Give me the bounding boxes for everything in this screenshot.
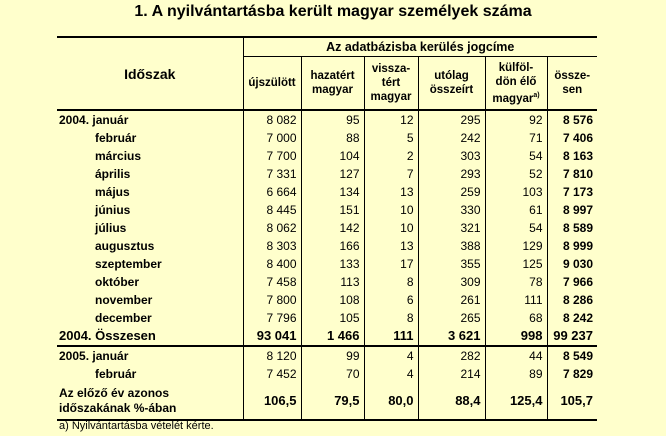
table-cell: 88 <box>301 129 364 147</box>
table-cell: 309 <box>418 273 485 291</box>
table-cell: 127 <box>301 165 364 183</box>
table-cell: 7 406 <box>547 129 597 147</box>
table-cell: 321 <box>418 219 485 237</box>
table-cell: 8 <box>364 273 418 291</box>
table-row <box>57 219 597 237</box>
table-cell: 99 237 <box>547 327 597 346</box>
table-cell: 2 <box>364 147 418 165</box>
table-row <box>57 165 597 183</box>
table-cell: 166 <box>301 237 364 255</box>
row-label: május <box>95 185 130 199</box>
row-label: augusztus <box>95 239 155 253</box>
pct-label: Az előző év azonos időszakának %-ában <box>57 383 243 420</box>
table-row <box>57 129 597 147</box>
row-label: február <box>95 131 137 145</box>
table-cell: 134 <box>301 183 364 201</box>
table-cell: 92 <box>485 110 547 129</box>
table-cell: 8 400 <box>243 255 301 273</box>
row-label: március <box>95 149 142 163</box>
table-cell: 7 810 <box>547 165 597 183</box>
col-header-kulfoldon: külföl- dön élő magyar$^{a)}$ <box>485 57 547 111</box>
table-cell: 8 589 <box>547 219 597 237</box>
table-cell: 8 549 <box>547 346 597 365</box>
table-cell: 261 <box>418 291 485 309</box>
table-cell: 111 <box>485 291 547 309</box>
table-cell: 89 <box>485 365 547 383</box>
table-cell: 259 <box>418 183 485 201</box>
table-cell: 8 163 <box>547 147 597 165</box>
table-cell: 6 664 <box>243 183 301 201</box>
table-cell: 7 <box>364 165 418 183</box>
table-cell: 1 466 <box>301 327 364 346</box>
table-cell: 214 <box>418 365 485 383</box>
table-row <box>57 183 597 201</box>
table-cell: 8 082 <box>243 110 301 129</box>
basis-header: Az adatbázisba kerülés jogcíme <box>243 37 597 57</box>
table-row <box>57 201 597 219</box>
row-label: november <box>95 293 153 307</box>
table-row <box>57 309 597 327</box>
table-cell: 7 800 <box>243 291 301 309</box>
table-row <box>57 273 597 291</box>
table-row <box>57 327 597 346</box>
table-cell: 330 <box>418 201 485 219</box>
table-cell: 388 <box>418 237 485 255</box>
table-cell: 7 452 <box>243 365 301 383</box>
row-label: 2004. Összesen <box>59 328 156 343</box>
table-cell: 8 445 <box>243 201 301 219</box>
table-cell: 7 000 <box>243 129 301 147</box>
table-cell: 282 <box>418 346 485 365</box>
table-cell: 13 <box>364 237 418 255</box>
row-label: 2005. január <box>57 346 243 365</box>
table-cell: 99 <box>301 346 364 365</box>
table-cell: 151 <box>301 201 364 219</box>
table-row <box>57 365 597 383</box>
table-cell: 13 <box>364 183 418 201</box>
table-cell: 12 <box>364 110 418 129</box>
table-cell: 10 <box>364 219 418 237</box>
table-cell: 8 <box>364 309 418 327</box>
table-cell: 108 <box>301 291 364 309</box>
table-cell: 8 997 <box>547 201 597 219</box>
pct-cell: 88,4 <box>418 383 485 420</box>
pct-cell: 80,0 <box>364 383 418 420</box>
table-cell: 295 <box>418 110 485 129</box>
table-cell: 93 041 <box>243 327 301 346</box>
col-header-hazatert: hazatért magyar <box>301 57 364 111</box>
table-cell: 103 <box>485 183 547 201</box>
table-cell: 8 286 <box>547 291 597 309</box>
table-cell: 7 829 <box>547 365 597 383</box>
row-label: április <box>95 167 131 181</box>
row-label: 2004. január <box>59 113 129 127</box>
table-cell: 7 173 <box>547 183 597 201</box>
table-cell: 133 <box>301 255 364 273</box>
pct-cell: 106,5 <box>243 383 301 420</box>
table-cell: 71 <box>485 129 547 147</box>
table-row <box>57 110 597 129</box>
table-cell: 355 <box>418 255 485 273</box>
table-cell: 61 <box>485 201 547 219</box>
table-cell: 8 062 <box>243 219 301 237</box>
table-cell: 8 120 <box>243 346 301 365</box>
table-cell: 7 966 <box>547 273 597 291</box>
table-cell: 7 700 <box>243 147 301 165</box>
table-cell: 142 <box>301 219 364 237</box>
table-cell: 10 <box>364 201 418 219</box>
table-row <box>57 346 597 365</box>
row-label: szeptember <box>95 257 162 271</box>
table-row <box>57 147 597 165</box>
table-cell: 78 <box>485 273 547 291</box>
row-label: október <box>95 275 140 289</box>
table-cell: 4 <box>364 346 418 365</box>
table-cell: 9 030 <box>547 255 597 273</box>
table-row <box>57 237 597 255</box>
pct-cell: 125,4 <box>485 383 547 420</box>
table-cell: 7 458 <box>243 273 301 291</box>
table-cell: 52 <box>485 165 547 183</box>
col-header-utolag: utólag összeírt <box>418 57 485 111</box>
pct-cell: 79,5 <box>301 383 364 420</box>
data-table <box>57 36 597 421</box>
row-label: december <box>95 311 152 325</box>
pct-row <box>57 383 597 420</box>
footnote: a) Nyilvántartásba vételét kérte. <box>59 420 214 432</box>
table-cell: 70 <box>301 365 364 383</box>
table-cell: 8 999 <box>547 237 597 255</box>
table-cell: 998 <box>485 327 547 346</box>
table-cell: 105 <box>301 309 364 327</box>
row-label: július <box>95 221 127 235</box>
row-label: június <box>95 203 131 217</box>
table-cell: 3 621 <box>418 327 485 346</box>
table-cell: 303 <box>418 147 485 165</box>
table-cell: 5 <box>364 129 418 147</box>
table-cell: 7 796 <box>243 309 301 327</box>
table-cell: 129 <box>485 237 547 255</box>
table-cell: 8 303 <box>243 237 301 255</box>
table-cell: 17 <box>364 255 418 273</box>
table-cell: 44 <box>485 346 547 365</box>
table-cell: 242 <box>418 129 485 147</box>
col-header-ujszulott: újszülött <box>243 57 301 111</box>
table-cell: 54 <box>485 219 547 237</box>
table-cell: 4 <box>364 365 418 383</box>
table-cell: 8 576 <box>547 110 597 129</box>
row-label: február <box>95 367 137 381</box>
table-cell: 111 <box>364 327 418 346</box>
page-title: 1. A nyilvántartásba került magyar személyek száma <box>134 3 532 20</box>
table-cell: 125 <box>485 255 547 273</box>
table-row <box>57 291 597 309</box>
table-cell: 265 <box>418 309 485 327</box>
table-cell: 113 <box>301 273 364 291</box>
col-header-osszesen: össze- sen <box>547 57 597 111</box>
table-cell: 6 <box>364 291 418 309</box>
col-header-visszatert: vissza- tért magyar <box>364 57 418 111</box>
table-cell: 54 <box>485 147 547 165</box>
pct-cell: 105,7 <box>547 383 597 420</box>
table-cell: 104 <box>301 147 364 165</box>
table-cell: 68 <box>485 309 547 327</box>
table-cell: 293 <box>418 165 485 183</box>
table-row <box>57 255 597 273</box>
table-cell: 8 242 <box>547 309 597 327</box>
period-header: Időszak <box>57 37 243 110</box>
table-cell: 7 331 <box>243 165 301 183</box>
table-cell: 95 <box>301 110 364 129</box>
